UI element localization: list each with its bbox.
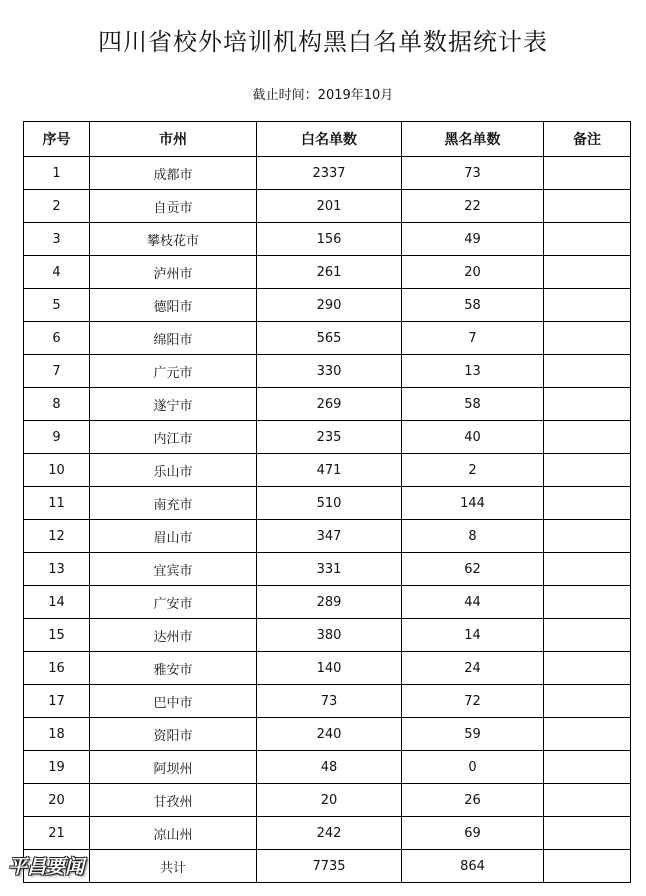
table-row: [24, 553, 631, 586]
cell-white-count: 2337: [257, 157, 402, 190]
cell-note: [544, 223, 631, 256]
cell-note: [544, 784, 631, 817]
cell-black-count: 14: [402, 619, 544, 652]
cell-white-count: 565: [257, 322, 402, 355]
table-row: [24, 652, 631, 685]
cell-white-count: 261: [257, 256, 402, 289]
cell-note: [544, 586, 631, 619]
cell-white-count: 140: [257, 652, 402, 685]
cell-no: 1: [24, 157, 90, 190]
table-row: [24, 619, 631, 652]
cell-note: [544, 685, 631, 718]
cell-black-count: 8: [402, 520, 544, 553]
total-note: [544, 850, 631, 883]
cell-white-count: 290: [257, 289, 402, 322]
cell-white-count: 330: [257, 355, 402, 388]
table-row: [24, 718, 631, 751]
table-row: [24, 289, 631, 322]
cell-city: 资阳市: [90, 718, 257, 751]
watermark-logo: 平昌要闻: [8, 856, 85, 878]
cell-city: 巴中市: [90, 685, 257, 718]
cell-white-count: 510: [257, 487, 402, 520]
cell-no: 3: [24, 223, 90, 256]
table-row: [24, 421, 631, 454]
cell-city: 雅安市: [90, 652, 257, 685]
cell-no: 21: [24, 817, 90, 850]
cell-no: 5: [24, 289, 90, 322]
total-row: [24, 850, 631, 883]
cell-white-count: 156: [257, 223, 402, 256]
cell-black-count: 22: [402, 190, 544, 223]
cell-city: 眉山市: [90, 520, 257, 553]
cell-black-count: 69: [402, 817, 544, 850]
cell-note: [544, 157, 631, 190]
cell-city: 泸州市: [90, 256, 257, 289]
cell-city: 阿坝州: [90, 751, 257, 784]
cell-black-count: 144: [402, 487, 544, 520]
date-line: 截止时间：2019年10月: [252, 88, 394, 103]
cell-black-count: 13: [402, 355, 544, 388]
cell-note: [544, 355, 631, 388]
cell-white-count: 242: [257, 817, 402, 850]
cell-black-count: 20: [402, 256, 544, 289]
table-row: [24, 190, 631, 223]
cell-black-count: 59: [402, 718, 544, 751]
cell-note: [544, 718, 631, 751]
cell-city: 宜宾市: [90, 553, 257, 586]
header-white-count: 白名单数: [257, 122, 402, 157]
document-title: 四川省校外培训机构黑白名单数据统计表: [98, 28, 548, 56]
cell-note: [544, 190, 631, 223]
table-row: [24, 586, 631, 619]
cell-no: 14: [24, 586, 90, 619]
cell-white-count: 240: [257, 718, 402, 751]
total-label: 共计: [90, 850, 257, 883]
header-no: 序号: [24, 122, 90, 157]
cell-no: 4: [24, 256, 90, 289]
cell-city: 内江市: [90, 421, 257, 454]
table-row: [24, 223, 631, 256]
cell-no: 18: [24, 718, 90, 751]
cell-no: 7: [24, 355, 90, 388]
stats-table: [23, 121, 631, 883]
table-row: [24, 520, 631, 553]
cell-city: 德阳市: [90, 289, 257, 322]
cell-no: 16: [24, 652, 90, 685]
cell-no: 17: [24, 685, 90, 718]
cell-note: [544, 322, 631, 355]
table-row: [24, 685, 631, 718]
cell-note: [544, 553, 631, 586]
table-row: [24, 157, 631, 190]
cell-white-count: 235: [257, 421, 402, 454]
cell-black-count: 26: [402, 784, 544, 817]
cell-no: 12: [24, 520, 90, 553]
cell-white-count: 380: [257, 619, 402, 652]
total-black-count: 864: [402, 850, 544, 883]
cell-white-count: 269: [257, 388, 402, 421]
cell-city: 广安市: [90, 586, 257, 619]
cell-black-count: 7: [402, 322, 544, 355]
header-row: [24, 122, 631, 157]
cell-black-count: 40: [402, 421, 544, 454]
cell-white-count: 471: [257, 454, 402, 487]
cell-black-count: 2: [402, 454, 544, 487]
cell-black-count: 44: [402, 586, 544, 619]
header-note: 备注: [544, 122, 631, 157]
cell-note: [544, 652, 631, 685]
table-row: [24, 388, 631, 421]
table-body: [24, 157, 631, 883]
cell-note: [544, 421, 631, 454]
table-row: [24, 751, 631, 784]
total-white-count: 7735: [257, 850, 402, 883]
cell-black-count: 0: [402, 751, 544, 784]
table-header: [24, 122, 631, 157]
cell-no: 2: [24, 190, 90, 223]
cell-city: 遂宁市: [90, 388, 257, 421]
cell-no: 6: [24, 322, 90, 355]
cell-white-count: 347: [257, 520, 402, 553]
cell-black-count: 24: [402, 652, 544, 685]
cell-note: [544, 817, 631, 850]
cell-city: 广元市: [90, 355, 257, 388]
cell-black-count: 58: [402, 388, 544, 421]
cell-black-count: 73: [402, 157, 544, 190]
cell-no: 8: [24, 388, 90, 421]
cell-city: 攀枝花市: [90, 223, 257, 256]
cell-no: 13: [24, 553, 90, 586]
cell-no: 20: [24, 784, 90, 817]
cell-city: 绵阳市: [90, 322, 257, 355]
table-row: [24, 355, 631, 388]
cell-city: 自贡市: [90, 190, 257, 223]
cell-black-count: 72: [402, 685, 544, 718]
cell-note: [544, 619, 631, 652]
table-row: [24, 487, 631, 520]
cell-black-count: 58: [402, 289, 544, 322]
cell-city: 达州市: [90, 619, 257, 652]
cell-note: [544, 487, 631, 520]
cell-white-count: 289: [257, 586, 402, 619]
cell-city: 甘孜州: [90, 784, 257, 817]
table-row: [24, 454, 631, 487]
cell-note: [544, 454, 631, 487]
cell-no: 9: [24, 421, 90, 454]
table-row: [24, 322, 631, 355]
cell-note: [544, 388, 631, 421]
cell-no: 15: [24, 619, 90, 652]
header-city: 市州: [90, 122, 257, 157]
cell-no: 11: [24, 487, 90, 520]
cell-no: 10: [24, 454, 90, 487]
cell-note: [544, 751, 631, 784]
cell-white-count: 73: [257, 685, 402, 718]
cell-note: [544, 520, 631, 553]
cell-white-count: 331: [257, 553, 402, 586]
cell-note: [544, 256, 631, 289]
cell-white-count: 20: [257, 784, 402, 817]
cell-no: 19: [24, 751, 90, 784]
table-row: [24, 256, 631, 289]
cell-city: 凉山州: [90, 817, 257, 850]
cell-black-count: 62: [402, 553, 544, 586]
cell-note: [544, 289, 631, 322]
cell-white-count: 201: [257, 190, 402, 223]
cell-black-count: 49: [402, 223, 544, 256]
cell-city: 南充市: [90, 487, 257, 520]
cell-city: 乐山市: [90, 454, 257, 487]
cell-white-count: 48: [257, 751, 402, 784]
cell-city: 成都市: [90, 157, 257, 190]
table-row: [24, 817, 631, 850]
header-black-count: 黑名单数: [402, 122, 544, 157]
table-row: [24, 784, 631, 817]
